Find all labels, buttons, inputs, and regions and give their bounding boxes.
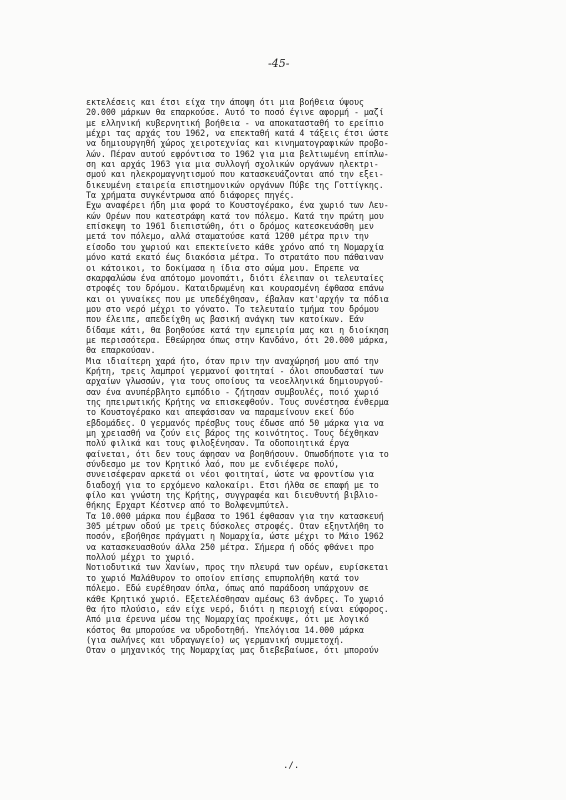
body-text [86, 97, 504, 656]
text-line: πολύ φιλικά και τους φιλοξένησαν. Τα οδοποιητικά έργα [86, 438, 349, 449]
text-line: της ηπειρωτικής Κρήτης να επισκεφθούν. Τους συνέστησα ένθερμα [86, 396, 389, 407]
text-line: κάθε Κρητικό χωριό. Εξετελέσθησαν αμέσως 63 άνδρες. Το χωριό [86, 593, 384, 604]
text-line: Κρήτη, τρεις λαμπροί γερμανοί φοιτηταί - όλοι σπουδασταί των [86, 365, 384, 376]
text-line: σμού και ηλεκρομαγνητισμού που κατασκευάζονται από την εξει- [86, 169, 384, 180]
text-line: θήκης Ερχαρτ Κέστνερ από το Βολφενμπύτελ. [86, 500, 290, 511]
text-line: (για σωλήνες και υδραγωγείο) ως γερμανική συμμετοχή. [86, 634, 345, 645]
text-line: σαν ένα ανυπέρβλητο εμπόδιο - ζήτησαν συμβουλές, ποιό χωριό [86, 386, 379, 397]
text-line: διαδοχή για το ερχόμενο καλοκαίρι. Ετσι ήλθα σε επαφή με το [86, 479, 379, 490]
text-line: φίλο και γνώστη της Κρήτης, συγγραφέα και διευθυντή βιβλιο- [86, 490, 379, 501]
text-line: μόνο κατά εκατό έως διακόσια μέτρα. Το στρατάτο που πάθαιναν [86, 252, 384, 263]
text-line: Μια ιδιαίτερη χαρά ήτο, όταν πριν την αναχώρησή μου από την [86, 355, 379, 366]
text-line: μέχρι τας αρχάς του 1962, να επεκταθή κατά 4 τάξεις έτσι ώστε [86, 128, 389, 139]
text-line: ποσόν, εβοήθησε πράγματι η Νομαρχία, ώστε μέχρι το Μάιο 1962 [86, 531, 384, 542]
text-line: ση και αρχάς 1963 για μια συλλογή σχολικών οργάνων ηλεκτρι- [86, 159, 379, 170]
text-line: Εχω αναφέρει ήδη μια φορά το Κουστογέρακο, ένα χωριό των Λευ- [86, 200, 389, 211]
text-line: Τα 10.000 μάρκα που έμβασα το 1961 έφθασαν για την κατασκευή [86, 510, 384, 521]
text-line: κών Ορέων που κατεστράφη κατά τον πόλεμο. Κατά την πρώτη μου [86, 210, 384, 221]
text-line: και οι γυναίκες που με υπεδέχθησαν, έβαλαν κατ'αρχήν τα πόδια [86, 293, 389, 304]
text-line: να δημιουργηθή χώρος χειροτεχνίας και κινηματογραφικών προβο- [86, 138, 389, 149]
text-line: πόλεμο. Εδώ ευρέθησαν όπλα, όπως από παράδοση υπάρχουν σε [86, 583, 369, 594]
text-line: σύνδεσμο με τον Κρητικό λαό, που με ενδιέφερε πολύ, [86, 459, 340, 470]
text-line: 20.000 μάρκων θα επαρκούσε. Αυτό το ποσό έγινε αφορμή - μαζί [86, 107, 384, 118]
text-line: είσοδο του χωριού και επεκτείνετο κάθε χρόνο από τη Νομαρχία [86, 241, 384, 252]
continuation-mark: ./. [283, 761, 300, 771]
text-line: εκτελέσεις και έτσι είχα την άποψη ότι μια βοήθεια ύψους [86, 97, 364, 107]
text-line: δικευμένη εταιρεία επιστημονικών οργάνων Πύβε της Γοττίγκης. [86, 179, 384, 190]
text-line: επίσκεψη το 1961 διεπιστώθη, ότι ο δρόμος κατεσκευάσθη μεν [86, 221, 374, 232]
text-line: θα ήτο πλούσιο, εάν είχε νερό, διότι η περιοχή είναι εύφορος. [86, 603, 389, 614]
text-line: λών. Πέραν αυτού εφρόντισα το 1962 για μια βελτιωμένη επίπλω- [86, 148, 389, 159]
text-line: που έλειπε, απεδείχθη ως βασική ανάγκη των κατοίκων. Εάν [86, 314, 364, 325]
text-line: κόστος θα μπορούσε να υδροδοτηθή. Υπελόγισα 14.000 μάρκα [86, 624, 364, 635]
text-line: εβδομάδες. Ο γερμανός πρέσβυς τους έδωσε από 50 μάρκα για να [86, 417, 384, 428]
text-line: δίδαμε κάτι, θα βοηθούσε κατά την εμπειρία μας και η διοίκηση [86, 324, 389, 335]
text-line: φαίνεται, ότι δεν τους άφησαν να βοηθήσουν. Οπωσδήποτε για το [86, 448, 389, 459]
text-line: το χωριό Μαλάθυρον το οποίον επίσης επυρπολήθη κατά τον [86, 572, 359, 583]
text-line: αρχαίων γλωσσών, για τους οποίους τα νεοελληνικά δημιουργού- [86, 376, 384, 387]
page-number: -45- [268, 57, 290, 70]
text-line: σκαρφαλώσω ένα απότομο μονοπάτι, διότι έλειπαν οι τελευταίες [86, 272, 384, 283]
text-line: να κατασκευασθούν άλλα 250 μέτρα. Σήμερα ή οδός φθάνει προ [86, 541, 374, 552]
text-line: Οταν ο μηχανικός της Νομαρχίας μας διεβεβαίωσε, ότι μπορούν [86, 645, 379, 656]
text-line: μου στο νερό μέχρι το γόνατο. Το τελευταίο τμήμα του δρόμου [86, 303, 379, 314]
text-line: οι κάτοικοι, το δοκίμασα η ίδια στο σώμα μου. Επρεπε να [86, 262, 359, 273]
text-line: 305 μέτρων οδού με τρεις δύσκολες στροφές. Οταν εξηντλήθη το [86, 521, 384, 532]
text-line: συνεισέφεραν αρκετά οι νέοι φοιτηταί, ώστε να φροντίσω για [86, 469, 374, 480]
text-line: στροφές του δρόμου. Καταιδρωμένη και κουρασμένη έφθασα επάνω [86, 283, 384, 294]
text-line: με ελληνική κυβερνητική βοήθεια - να αποκατασταθή το ερείπιο [86, 117, 384, 128]
text-line: μετά τον πόλεμο, αλλά σταματούσε κατά 1200 μέτρα πριν την [86, 231, 369, 242]
text-line: πολλού μέχρι το χωριό. [86, 552, 196, 563]
text-line: θα επαρκούσαν. [86, 345, 156, 356]
text-line: το Κουστογέρακο και απεφάσισαν να παραμείνουν εκεί δύο [86, 407, 354, 418]
text-line: Από μια έρευνα μέσω της Νομαρχίας προέκυψε, ότι με λογικό [86, 614, 369, 625]
text-line: Νοτιοδυτικά των Χανίων, προς την πλευρά των ορέων, ευρίσκεται [86, 562, 389, 573]
text-line: Τα χρήματα συγκέντρωσα από διάφορες πηγές. [86, 190, 295, 201]
text-line: με περισσότερα. Εθεώρησα όπως στην Κανδάνο, ότι 20.000 μάρκα, [86, 334, 389, 345]
text-line: μη χρειασθή να ζούν εις βάρος της κοινότητος. Τους δέχθηκαν [86, 428, 379, 438]
